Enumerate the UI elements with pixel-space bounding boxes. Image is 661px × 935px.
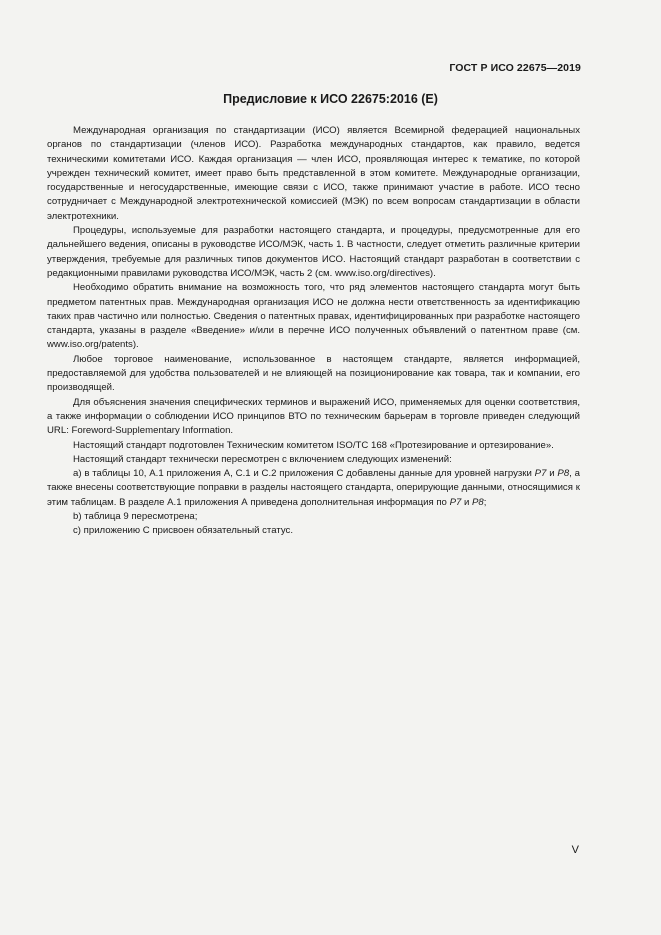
- paragraph: Для объяснения значения специфических терминов и выражений ИСО, применяемых для оценки соответствия, а также информации о соблюдении ИСО принципов ВТО по техническим барьерам в торговле приведен следующий URL: Foreword-Supplementary Information.: [47, 396, 580, 437]
- paragraph: Международная организация по стандартизации (ИСО) является Всемирной федерацией национальных органов по стандартизации (членов ИСО). Разработка международных стандартов, как правило, ведется техническими комитетами ИСО. Каждая организация — член ИСО, проявляющая интерес к тематике, по которой учрежден технический комитет, имеет право быть представленной в этом комитете. Международные организации, государственные и негосударственные, имеющие связи с ИСО, также принимают участие в работе. ИСО тесно сотрудничает с Международной электротехнической комиссией (МЭК) по всем вопросам стандартизации в области электротехники.: [47, 125, 580, 222]
- foreword-body: [47, 124, 580, 539]
- change-item-a: a) в таблицы 10, А.1 приложения А, С.1 и С.2 приложения С добавлены данные для уровней нагрузки P7 и P8, а также внесены соответствующие поправки в разделы настоящего стандарта, оперирующие данными, относящимися к этим таблицам. В разделе А.1 приложения А приведена дополнительная информация по P7 и P8;: [47, 468, 580, 508]
- paragraph: Необходимо обратить внимание на возможность того, что ряд элементов настоящего стандарта могут быть предметом патентных прав. Международная организация ИСО не должна нести ответственность за идентификацию таких прав частично или полностью. Сведения о патентных правах, идентифицированных при разработке настоящего стандарта, указаны в разделе «Введение» и/или в перечне ИСО полученных объявлений о патентном праве (см. www.iso.org/patents).: [47, 282, 580, 351]
- page-number: V: [571, 844, 579, 856]
- standard-designation: ГОСТ Р ИСО 22675—2019: [449, 62, 581, 74]
- list-marker: b): [73, 511, 82, 523]
- paragraph: Настоящий стандарт технически пересмотрен с включением следующих изменений:: [73, 453, 452, 465]
- paragraph: Процедуры, используемые для разработки настоящего стандарта, и процедуры, предусмотренные для его дальнейшего ведения, описаны в руководстве ИСО/МЭК, часть 1. В частности, следует отметить различные критерии утверждения, требуемые для различных типов документов ИСО. Настоящий стандарт разработан в соответствии с редакционными правилами руководства ИСО/МЭК, часть 2 (см. www.iso.org/directives).: [47, 225, 580, 279]
- paragraph: Настоящий стандарт подготовлен Техническим комитетом ISO/TC 168 «Протезирование и ортезирование».: [73, 439, 554, 451]
- list-marker: c): [73, 525, 81, 537]
- paragraph: Любое торговое наименование, использованное в настоящем стандарте, является информацией, предоставляемой для удобства пользователей и не влияющей на позиционирование как товара, так и компании, его производящей.: [47, 353, 580, 394]
- change-item-c: c) приложению С присвоен обязательный статус.: [73, 525, 293, 537]
- foreword-title: Предисловие к ИСО 22675:2016 (E): [223, 92, 438, 106]
- change-item-b: b) таблица 9 пересмотрена;: [73, 511, 198, 523]
- list-marker: a): [73, 468, 82, 480]
